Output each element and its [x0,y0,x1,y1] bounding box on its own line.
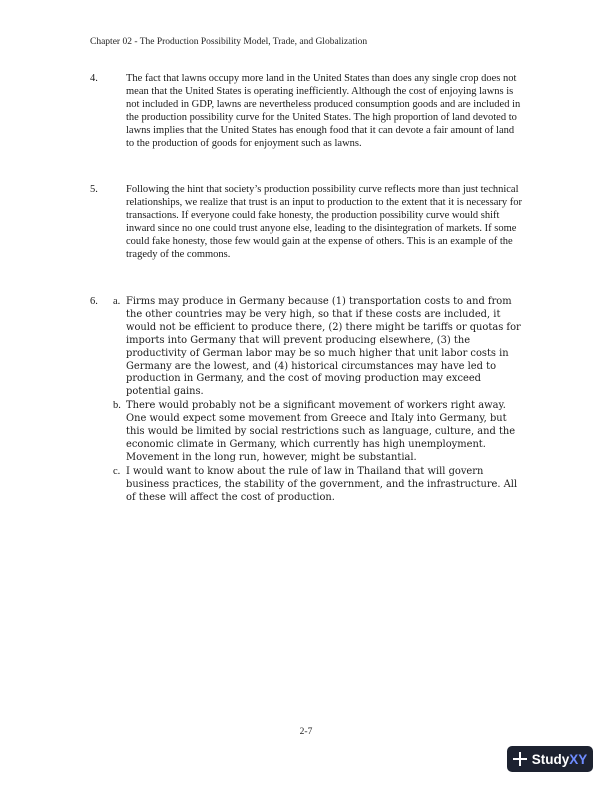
answer-text: The fact that lawns occupy more land in the United States than does any single crop does not mean that the United States is operating inefficiently. Although the cost of enjoying lawns is not included in GDP, lawns are nevertheless produced consumption goods and are included in the production possibility curve for the United States. The high proportion of land devoted to lawns implies that the United States has enough food that it can devote a fair amount of land to the production of goods for enjoyment such as lawns. [126,73,521,149]
brand-text-accent: XY [569,751,588,767]
answer-6a [113,296,522,399]
brand-text-main: Study [531,751,570,767]
answer-6b [113,400,522,465]
answer-number: 4. [90,73,98,84]
answer-4 [90,73,522,150]
sub-label: c. [113,465,121,477]
answer-6 [90,296,522,505]
page-header: Chapter 02 - The Production Possibility Model, Trade, and Globalization [90,37,368,47]
sub-label: b. [113,400,121,412]
answer-text: Following the hint that society’s production possibility curve reflects more than just technical relationships, we realize that trust is an input to production to the extent that it is necessary for transactions. If everyone could fake honesty, the production possibility curve would shift inward since no one could trust anyone else, leading to the disintegration of markets. If some could fake honesty, those few would gain at the expense of others. This is an example of the tragedy of the commons. [126,184,522,260]
sub-answer-text: Firms may produce in Germany because (1) transportation costs to and from the other countries may be very high, so that if these costs are included, it would not be efficient to produce there, (2) there might be tariffs or quotas for imports into Germany that will prevent producing elsewhere, (3) the productivity of German labor may be so much higher that unit labor costs in Germany are the lowest, and (4) historical circumstances may have led to production in Germany, and the cost of moving production may exceed potential gains. [126,296,521,398]
answer-number: 6. [90,296,98,307]
brand-logo [532,752,588,767]
answer-5 [90,184,522,261]
answer-number: 5. [90,184,98,195]
sub-label: a. [113,296,121,307]
answer-6c [113,465,522,505]
plus-logo-icon [513,752,527,766]
sub-answer-text: I would want to know about the rule of law in Thailand that will govern business practices, the stability of the government, and the infrastructure. All of these will affect the cost of production. [126,465,518,503]
studyxy-badge[interactable] [507,746,593,772]
sub-answer-text: There would probably not be a significant movement of workers right away. One would expect some movement from Greece and Italy into Germany, but this would be limited by social restrictions such as language, culture, and the economic climate in Germany, which currently has high unemployment. Movement in the long run, however, might be substantial. [126,400,516,463]
page-number: 2-7 [299,727,313,737]
